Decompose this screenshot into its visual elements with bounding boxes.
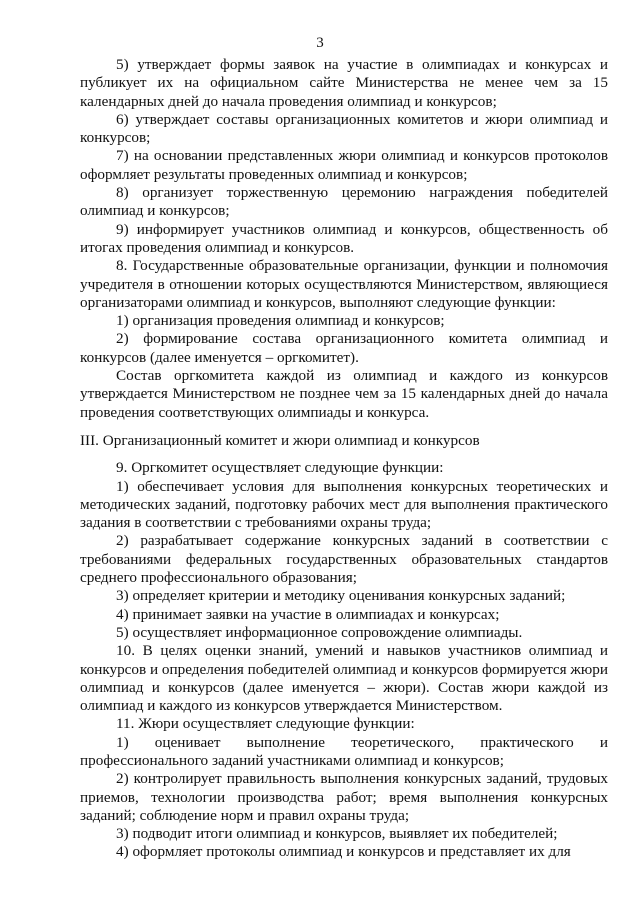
- paragraph: 8) организует торжественную церемонию награждения победителей олимпиад и конкурсов;: [80, 184, 608, 220]
- paragraph: 5) осуществляет информационное сопровождение олимпиады.: [116, 623, 523, 641]
- paragraph: 2) контролирует правильность выполнения конкурсных заданий, трудовых приемов, технологии производства работ; время выполнения конкурсных заданий; соблюдение норм и правил охраны труда;: [80, 770, 608, 824]
- section-heading: III. Организационный комитет и жюри олимпиад и конкурсов: [80, 431, 480, 449]
- paragraph: 1) организация проведения олимпиад и конкурсов;: [116, 312, 445, 330]
- paragraph: 5) утверждает формы заявок на участие в олимпиадах и конкурсах и публикует их на официальном сайте Министерства не менее чем за 15 календарных дней до начала проведения олимпиад и конкурсов;: [80, 56, 608, 110]
- document-body: [80, 56, 608, 862]
- paragraph: 11. Жюри осуществляет следующие функции:: [116, 715, 415, 733]
- paragraph: 4) оформляет протоколы олимпиад и конкурсов и представляет их для: [116, 843, 571, 861]
- paragraph: Состав оргкомитета каждой из олимпиад и каждого из конкурсов утверждается Министерством не позднее чем за 15 календарных дней до начала проведения соответствующих олимпиады и конкурса.: [80, 367, 608, 421]
- paragraph: 3) определяет критерии и методику оценивания конкурсных заданий;: [116, 587, 566, 605]
- page-number: 3: [316, 35, 324, 51]
- paragraph: 9) информирует участников олимпиад и конкурсов, общественность об итогах проведения олимпиад и конкурсов.: [80, 220, 608, 256]
- paragraph: 2) разрабатывает содержание конкурсных заданий в соответствии с требованиями федеральных государственных образовательных стандартов среднего профессионального образования;: [80, 532, 608, 587]
- paragraph: 3) подводит итоги олимпиад и конкурсов, выявляет их победителей;: [116, 825, 558, 843]
- paragraph: 8. Государственные образовательные организации, функции и полномочия учредителя в отношении которых осуществляются Министерством, являющиеся организаторами олимпиад и конкурсов, выполняют следующие функции:: [80, 257, 608, 311]
- paragraph: 10. В целях оценки знаний, умений и навыков участников олимпиад и конкурсов и определения победителей олимпиад и конкурсов формируется жюри олимпиад и конкурсов (далее именуется – жюри). Состав жюри каждой из олимпиад и каждого из конкурсов утверждается Министерством.: [80, 642, 608, 715]
- paragraph: 7) на основании представленных жюри олимпиад и конкурсов протоколов оформляет результаты проведенных олимпиад и конкурсов;: [80, 147, 608, 183]
- paragraph: 4) принимает заявки на участие в олимпиадах и конкурсах;: [116, 605, 500, 623]
- paragraph: 9. Оргкомитет осуществляет следующие функции:: [116, 459, 444, 477]
- paragraph: 1) обеспечивает условия для выполнения конкурсных теоретических и методических заданий, подготовку рабочих мест для выполнения практического задания в соответствии с требованиями охраны труда;: [80, 477, 608, 532]
- paragraph: 6) утверждает составы организационных комитетов и жюри олимпиад и конкурсов;: [80, 110, 608, 147]
- paragraph: 1) оценивает выполнение теоретического, практического и профессионального заданий участниками олимпиад и конкурсов;: [80, 733, 608, 769]
- paragraph: 2) формирование состава организационного комитета олимпиад и конкурсов (далее именуется – оргкомитет).: [80, 330, 608, 366]
